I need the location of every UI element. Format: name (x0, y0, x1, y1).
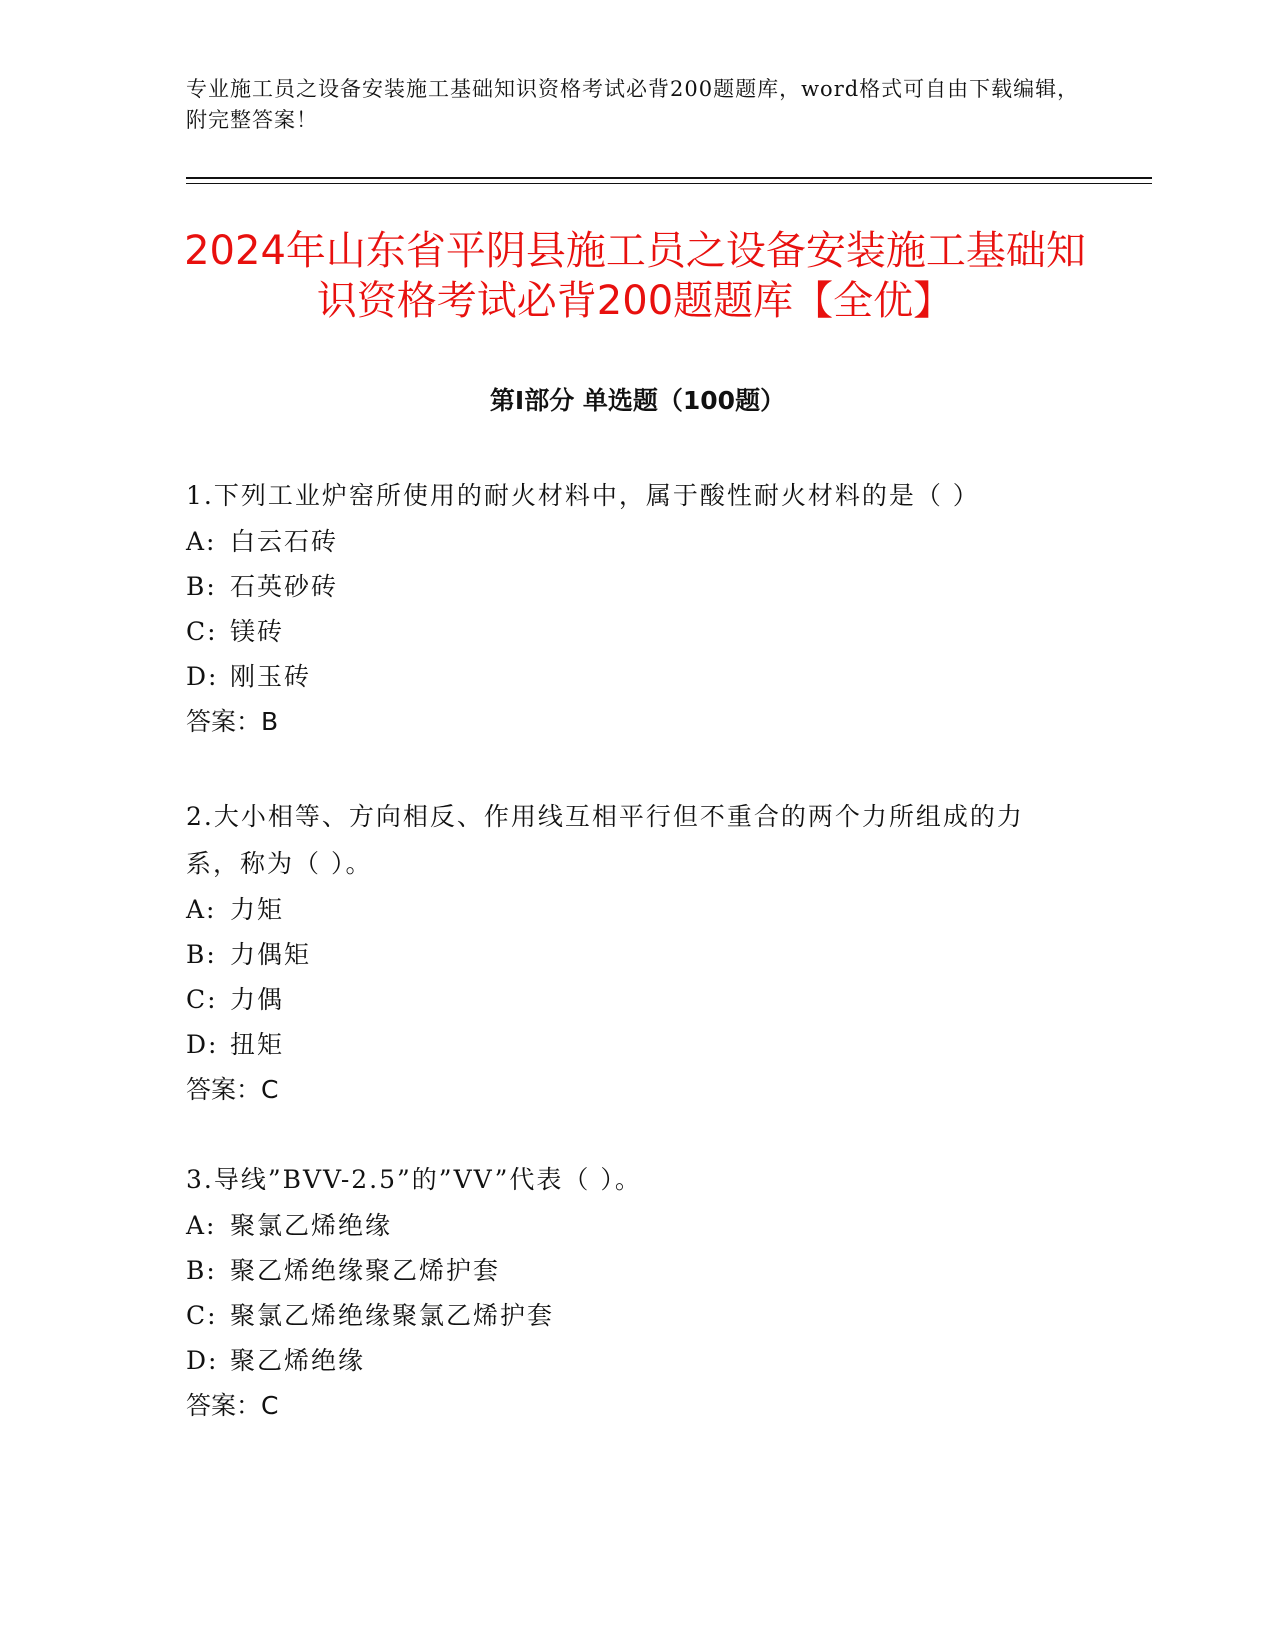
question-3 (186, 1156, 1066, 1428)
question-stem: 1.下列工业炉窑所使用的耐火材料中，属于酸性耐火材料的是（ ） (186, 481, 980, 510)
option-c (186, 609, 1066, 654)
answer: 答案：B (186, 707, 279, 736)
answer: 答案：C (186, 1075, 279, 1104)
option-text: 镁砖 (230, 617, 285, 646)
option-key: B: (186, 940, 217, 969)
option-b (186, 1248, 1066, 1293)
question-2 (186, 793, 1066, 1112)
option-key: C: (186, 985, 218, 1014)
option-a (186, 887, 1066, 932)
option-text: 石英砂砖 (230, 572, 339, 601)
header-divider-thick (186, 177, 1152, 179)
option-key: B: (186, 1256, 217, 1285)
option-text: 力矩 (230, 895, 285, 924)
option-c (186, 977, 1066, 1022)
option-c (186, 1293, 1066, 1338)
option-key: D: (186, 662, 219, 691)
question-stem: 2.大小相等、方向相反、作用线互相平行但不重合的两个力所组成的力系，称为（ ）。 (186, 802, 1024, 878)
header-divider-thin (186, 183, 1152, 184)
section-heading: 第I部分 单选题（100题） (489, 386, 786, 415)
option-text: 刚玉砖 (230, 662, 312, 691)
option-text: 聚乙烯绝缘 (230, 1346, 366, 1375)
option-text: 扭矩 (230, 1030, 285, 1059)
option-text: 聚氯乙烯绝缘聚氯乙烯护套 (230, 1301, 555, 1330)
option-key: D: (186, 1346, 219, 1375)
option-d (186, 1022, 1066, 1067)
option-key: A: (186, 1211, 217, 1240)
option-a (186, 1203, 1066, 1248)
question-1 (186, 472, 1066, 744)
option-text: 白云石砖 (230, 527, 339, 556)
option-b (186, 564, 1066, 609)
option-text: 聚乙烯绝缘聚乙烯护套 (230, 1256, 501, 1285)
option-key: B: (186, 572, 217, 601)
option-key: C: (186, 617, 218, 646)
answer: 答案：C (186, 1391, 279, 1420)
option-key: D: (186, 1030, 219, 1059)
option-key: C: (186, 1301, 218, 1330)
option-key: A: (186, 895, 217, 924)
question-stem: 3.导线”BVV-2.5”的”VV”代表（ ）。 (186, 1165, 642, 1194)
option-d (186, 1338, 1066, 1383)
option-text: 力偶 (230, 985, 285, 1014)
option-a (186, 519, 1066, 564)
option-text: 力偶矩 (230, 940, 312, 969)
option-d (186, 654, 1066, 699)
option-text: 聚氯乙烯绝缘 (230, 1211, 393, 1240)
option-key: A: (186, 527, 217, 556)
option-b (186, 932, 1066, 977)
header-note: 专业施工员之设备安装施工基础知识资格考试必背200题题库，word格式可自由下载编辑，附完整答案！ (186, 77, 1080, 132)
document-title: 2024年山东省平阴县施工员之设备安装施工基础知识资格考试必背200题题库【全优】 (184, 228, 1086, 324)
